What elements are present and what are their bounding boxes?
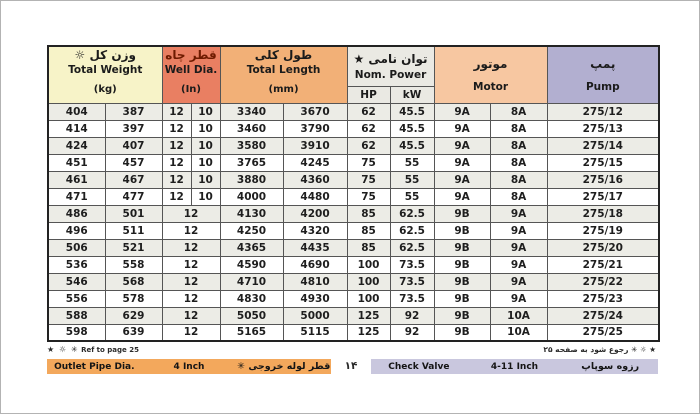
- cell-length: 4830: [220, 290, 283, 307]
- cell-power: 62: [347, 137, 390, 154]
- cell-weight: 424: [48, 137, 105, 154]
- header-total-weight-unit: (kg): [93, 84, 117, 95]
- table-row: [48, 222, 659, 239]
- cell-pump: 275/19: [547, 222, 659, 239]
- cell-weight: 558: [105, 256, 162, 273]
- cell-length: 5000: [283, 307, 347, 324]
- header-motor-fa: موتور: [473, 56, 508, 71]
- cell-length: 4810: [283, 273, 347, 290]
- footnote-right-text: ★ ☼ ✳ رجوع شود به صفحه ۲۵: [543, 345, 656, 354]
- cell-pump: 275/21: [547, 256, 659, 273]
- cell-weight: 414: [48, 120, 105, 137]
- cell-power: 75: [347, 188, 390, 205]
- cell-well: 12: [162, 103, 191, 120]
- cell-length: 3790: [283, 120, 347, 137]
- table-row: [48, 154, 659, 171]
- cell-weight: 521: [105, 239, 162, 256]
- cell-motor: 9A: [490, 239, 547, 256]
- header-nom-power-fa: توان نامی ★: [353, 51, 428, 66]
- cell-length: 3340: [220, 103, 283, 120]
- cell-weight: 404: [48, 103, 105, 120]
- cell-pump: 275/20: [547, 239, 659, 256]
- cell-length: 4200: [283, 205, 347, 222]
- table-row: [48, 324, 659, 341]
- cell-power: 73.5: [390, 256, 434, 273]
- cell-length: 4000: [220, 188, 283, 205]
- cell-pump: 275/15: [547, 154, 659, 171]
- cell-pump: 275/14: [547, 137, 659, 154]
- cell-length: 3880: [220, 171, 283, 188]
- cell-motor: 9B: [434, 256, 490, 273]
- check-valve-label-fa: رزوه سوپاپ: [581, 361, 640, 372]
- table-row: [48, 171, 659, 188]
- cell-motor: 9B: [434, 239, 490, 256]
- cell-motor: 9B: [434, 222, 490, 239]
- cell-power: 55: [390, 154, 434, 171]
- cell-weight: 598: [48, 324, 105, 341]
- cell-motor: 9A: [434, 188, 490, 205]
- cell-length: 5165: [220, 324, 283, 341]
- cell-well: 10: [191, 103, 220, 120]
- header-total-length-unit: (mm): [268, 84, 299, 95]
- header-well-dia: [162, 46, 220, 103]
- cell-power: 62: [347, 120, 390, 137]
- header-motor-en: Motor: [473, 80, 509, 93]
- cell-power: 45.5: [390, 120, 434, 137]
- cell-pump: 275/12: [547, 103, 659, 120]
- cell-weight: 467: [105, 171, 162, 188]
- cell-well: 12: [162, 188, 191, 205]
- cell-power: 55: [390, 188, 434, 205]
- cell-length: 4590: [220, 256, 283, 273]
- cell-motor: 9B: [434, 290, 490, 307]
- cell-weight: 457: [105, 154, 162, 171]
- cell-weight: 639: [105, 324, 162, 341]
- cell-pump: 275/24: [547, 307, 659, 324]
- cell-motor: 9A: [490, 256, 547, 273]
- table-body: [48, 103, 659, 341]
- table-row: [48, 205, 659, 222]
- cell-power: 62.5: [390, 205, 434, 222]
- cell-motor: 8A: [490, 120, 547, 137]
- cell-pump: 275/22: [547, 273, 659, 290]
- header-nom-power-en: Nom. Power: [354, 68, 427, 81]
- cell-length: 4365: [220, 239, 283, 256]
- cell-power: 75: [347, 171, 390, 188]
- cell-well: 12: [162, 290, 220, 307]
- cell-weight: 397: [105, 120, 162, 137]
- cell-weight: 556: [48, 290, 105, 307]
- cell-weight: 506: [48, 239, 105, 256]
- cell-weight: 568: [105, 273, 162, 290]
- table-row: [48, 120, 659, 137]
- cell-length: 3670: [283, 103, 347, 120]
- cell-motor: 9B: [434, 205, 490, 222]
- cell-motor: 9A: [490, 273, 547, 290]
- cell-weight: 546: [48, 273, 105, 290]
- cell-well: 12: [162, 256, 220, 273]
- header-nom-power: [347, 46, 434, 86]
- header-well-dia-en: Well Dia.: [164, 64, 218, 76]
- header-kw: kW: [390, 86, 434, 103]
- cell-motor: 9B: [434, 307, 490, 324]
- cell-weight: 629: [105, 307, 162, 324]
- cell-length: 4130: [220, 205, 283, 222]
- cell-well: 10: [191, 120, 220, 137]
- cell-weight: 501: [105, 205, 162, 222]
- footnote-symbols: ★ ☼ ✳: [47, 345, 79, 354]
- cell-power: 73.5: [390, 273, 434, 290]
- check-valve-bar: [371, 359, 658, 374]
- cell-power: 62.5: [390, 239, 434, 256]
- footnote-right: [543, 345, 656, 354]
- cell-length: 4480: [283, 188, 347, 205]
- header-well-dia-unit: (In): [181, 84, 201, 95]
- footnote-left: [47, 345, 139, 354]
- cell-power: 100: [347, 256, 390, 273]
- cell-pump: 275/13: [547, 120, 659, 137]
- cell-well: 12: [162, 171, 191, 188]
- cell-length: 3765: [220, 154, 283, 171]
- cell-power: 92: [390, 324, 434, 341]
- cell-well: 12: [162, 324, 220, 341]
- table-row: [48, 103, 659, 120]
- cell-length: 4360: [283, 171, 347, 188]
- cell-well: 10: [191, 137, 220, 154]
- page-number: ۱۴: [344, 360, 358, 372]
- cell-pump: 275/17: [547, 188, 659, 205]
- cell-length: 5115: [283, 324, 347, 341]
- cell-weight: 387: [105, 103, 162, 120]
- cell-length: 4245: [283, 154, 347, 171]
- pump-spec-table: [47, 45, 660, 342]
- cell-well: 12: [162, 273, 220, 290]
- cell-motor: 9A: [490, 205, 547, 222]
- cell-motor: 9A: [434, 154, 490, 171]
- cell-power: 125: [347, 307, 390, 324]
- cell-well: 12: [162, 120, 191, 137]
- cell-weight: 536: [48, 256, 105, 273]
- cell-length: 3910: [283, 137, 347, 154]
- header-well-dia-fa: قطر چاه: [165, 48, 217, 62]
- header-total-length-fa: طول کلی: [254, 48, 313, 62]
- table-row: [48, 137, 659, 154]
- cell-weight: 511: [105, 222, 162, 239]
- cell-well: 12: [162, 239, 220, 256]
- cell-well: 12: [162, 307, 220, 324]
- cell-weight: 451: [48, 154, 105, 171]
- cell-motor: 9B: [434, 324, 490, 341]
- cell-pump: 275/25: [547, 324, 659, 341]
- header-total-weight: [48, 46, 162, 103]
- table-row: [48, 256, 659, 273]
- cell-well: 12: [162, 205, 220, 222]
- cell-well: 12: [162, 154, 191, 171]
- cell-power: 85: [347, 205, 390, 222]
- cell-pump: 275/18: [547, 205, 659, 222]
- header-total-weight-fa: وزن کل ☼: [74, 48, 136, 62]
- cell-well: 10: [191, 154, 220, 171]
- cell-motor: 8A: [490, 171, 547, 188]
- cell-motor: 9A: [490, 222, 547, 239]
- cell-length: 4320: [283, 222, 347, 239]
- cell-motor: 9A: [434, 103, 490, 120]
- cell-power: 92: [390, 307, 434, 324]
- table-row: [48, 239, 659, 256]
- cell-motor: 8A: [490, 137, 547, 154]
- footnote-left-text: Ref to page 25: [81, 346, 139, 354]
- cell-motor: 8A: [490, 154, 547, 171]
- cell-motor: 9A: [434, 120, 490, 137]
- cell-length: 4710: [220, 273, 283, 290]
- header-pump-en: Pump: [585, 80, 620, 93]
- cell-well: 10: [191, 171, 220, 188]
- cell-pump: 275/23: [547, 290, 659, 307]
- cell-motor: 9A: [434, 137, 490, 154]
- cell-length: 3460: [220, 120, 283, 137]
- header-total-length-en: Total Length: [246, 64, 321, 76]
- cell-weight: 588: [48, 307, 105, 324]
- cell-length: 4250: [220, 222, 283, 239]
- cell-weight: 477: [105, 188, 162, 205]
- cell-well: 12: [162, 137, 191, 154]
- outlet-pipe-label-en: Outlet Pipe Dia.: [54, 361, 135, 372]
- cell-weight: 471: [48, 188, 105, 205]
- header-total-length: [220, 46, 347, 103]
- cell-length: 4690: [283, 256, 347, 273]
- table-row: [48, 188, 659, 205]
- header-hp: HP: [347, 86, 390, 103]
- cell-pump: 275/16: [547, 171, 659, 188]
- header-pump: [547, 46, 659, 103]
- cell-weight: 578: [105, 290, 162, 307]
- cell-power: 55: [390, 171, 434, 188]
- table-row: [48, 290, 659, 307]
- cell-power: 62.5: [390, 222, 434, 239]
- outlet-pipe-bar: [47, 359, 331, 374]
- cell-length: 4435: [283, 239, 347, 256]
- check-valve-label-en: Check Valve: [388, 361, 450, 372]
- check-valve-value: 4-11 Inch: [490, 361, 539, 372]
- outlet-pipe-label-fa: قطر لوله خروجی ✳: [237, 361, 331, 372]
- cell-well: 10: [191, 188, 220, 205]
- cell-motor: 9A: [490, 290, 547, 307]
- table-row: [48, 273, 659, 290]
- cell-motor: 9A: [434, 171, 490, 188]
- cell-well: 12: [162, 222, 220, 239]
- cell-power: 73.5: [390, 290, 434, 307]
- cell-power: 100: [347, 290, 390, 307]
- cell-length: 5050: [220, 307, 283, 324]
- cell-power: 45.5: [390, 137, 434, 154]
- cell-power: 85: [347, 222, 390, 239]
- cell-motor: 10A: [490, 307, 547, 324]
- cell-weight: 496: [48, 222, 105, 239]
- table-row: [48, 307, 659, 324]
- cell-power: 85: [347, 239, 390, 256]
- header-pump-fa: پمپ: [590, 56, 616, 71]
- cell-power: 75: [347, 154, 390, 171]
- header-motor: [434, 46, 547, 103]
- cell-length: 4930: [283, 290, 347, 307]
- cell-length: 3580: [220, 137, 283, 154]
- header-total-weight-en: Total Weight: [68, 64, 143, 76]
- cell-power: 125: [347, 324, 390, 341]
- cell-motor: 8A: [490, 103, 547, 120]
- cell-weight: 461: [48, 171, 105, 188]
- cell-power: 45.5: [390, 103, 434, 120]
- cell-power: 100: [347, 273, 390, 290]
- cell-weight: 407: [105, 137, 162, 154]
- cell-motor: 8A: [490, 188, 547, 205]
- cell-motor: 10A: [490, 324, 547, 341]
- outlet-pipe-value: 4 Inch: [173, 361, 205, 372]
- cell-motor: 9B: [434, 273, 490, 290]
- cell-weight: 486: [48, 205, 105, 222]
- cell-power: 62: [347, 103, 390, 120]
